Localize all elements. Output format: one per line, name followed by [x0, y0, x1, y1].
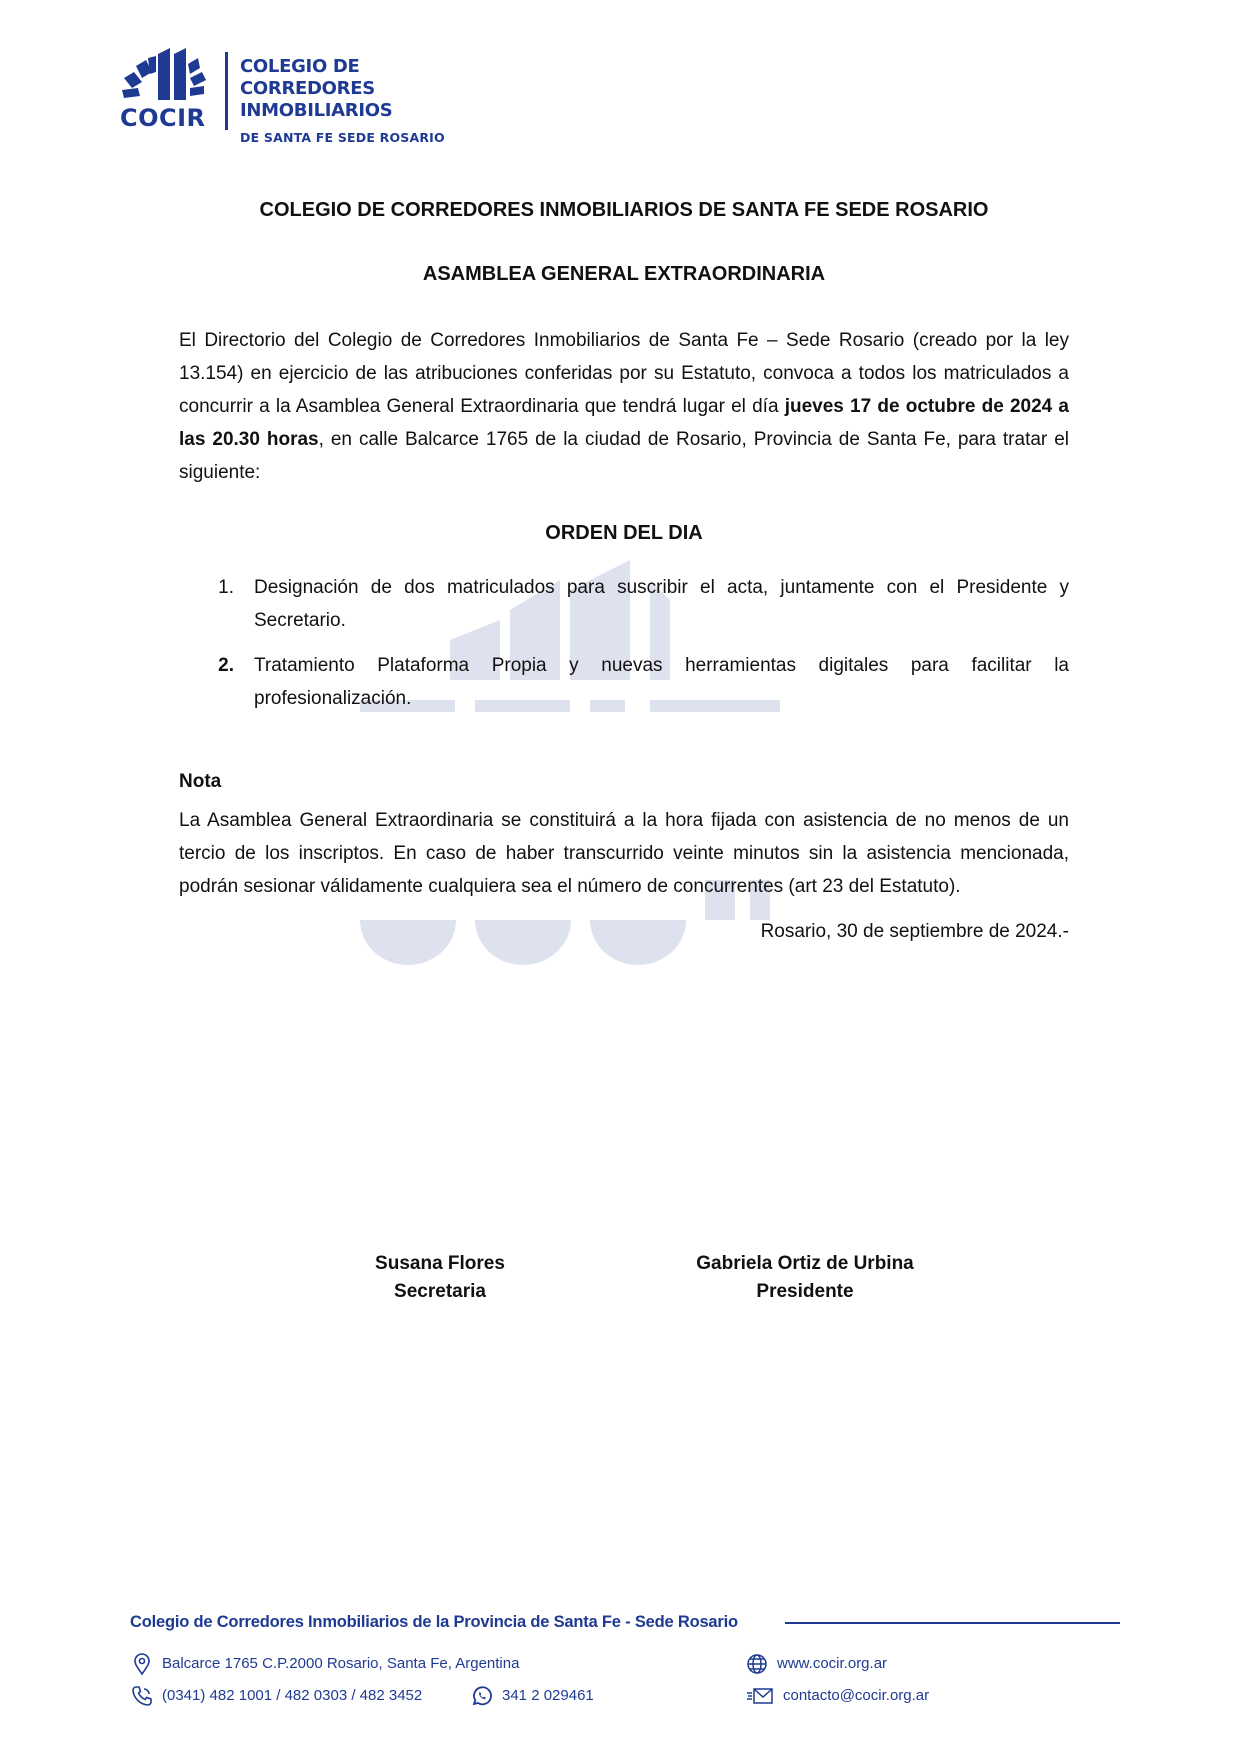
page-footer	[130, 1610, 1120, 1730]
cocir-crest-icon	[118, 48, 214, 132]
signature-role: Presidente	[756, 1281, 854, 1302]
document-subtitle: ASAMBLEA GENERAL EXTRAORDINARIA	[422, 263, 826, 285]
signature-name: Susana Flores	[375, 1253, 505, 1274]
agenda-item-text: Designación de dos matriculados para suscribir el acta, juntamente con el Presidente y Secretario.	[254, 577, 1069, 631]
document-title: COLEGIO DE CORREDORES INMOBILIARIOS DE SANTA FE SEDE ROSARIO	[259, 199, 989, 221]
footer-website[interactable]	[745, 1652, 887, 1676]
footer-website-link[interactable]: www.cocir.org.ar	[777, 1655, 888, 1672]
agenda-item	[179, 571, 1069, 637]
footer-heading-row	[130, 1610, 1120, 1634]
logo-line-1: COLEGIO DE CORREDORES	[240, 56, 375, 99]
agenda-item-number: 1.	[218, 577, 234, 598]
envelope-icon	[745, 1684, 775, 1708]
logo-wordmark	[240, 56, 470, 148]
logo-line-3: DE SANTA FE SEDE ROSARIO	[240, 130, 445, 145]
footer-organization: Colegio de Corredores Inmobiliarios de la Provincia de Santa Fe - Sede Rosario	[130, 1613, 738, 1631]
signature-role: Secretaria	[394, 1281, 486, 1302]
logo-line-2: INMOBILIARIOS	[240, 100, 393, 121]
footer-email-link[interactable]: contacto@cocir.org.ar	[783, 1687, 930, 1704]
footer-address-text: Balcarce 1765 C.P.2000 Rosario, Santa Fe, Argentina	[162, 1655, 520, 1672]
agenda-list	[179, 571, 1069, 715]
footer-address	[130, 1652, 519, 1676]
phone-icon	[130, 1684, 154, 1708]
agenda-item-text: Tratamiento Plataforma Propia y nuevas herramientas digitales para facilitar la profesionalización.	[254, 655, 1069, 709]
intro-paragraph	[179, 324, 1069, 489]
footer-whatsapp	[470, 1684, 594, 1708]
cocir-logo	[118, 48, 458, 145]
dateline: Rosario, 30 de septiembre de 2024.-	[760, 921, 1069, 942]
logo-acronym: COCIR	[120, 104, 206, 132]
document-body	[179, 196, 1069, 948]
footer-phones-text: (0341) 482 1001 / 482 0303 / 482 3452	[162, 1687, 423, 1704]
location-pin-icon	[130, 1652, 154, 1676]
footer-phones	[130, 1684, 422, 1708]
footer-whatsapp-text: 341 2 029461	[502, 1687, 594, 1704]
logo-divider	[225, 52, 228, 130]
footer-email[interactable]	[745, 1684, 929, 1708]
globe-icon	[745, 1652, 769, 1676]
signature-president	[660, 1250, 950, 1306]
note-paragraph: La Asamblea General Extraordinaria se constituirá a la hora fijada con asistencia de no menos de un tercio de los inscriptos. En caso de haber transcurrido veinte minutos sin la asistencia mencionada, podrán sesionar válidamente cualquiera sea el número de concurrentes (art 23 del Estatuto).	[179, 810, 1069, 897]
intro-text-end: , en calle Balcarce 1765 de la ciudad de Rosario, Provincia de Santa Fe, para tratar el siguiente:	[179, 429, 1069, 483]
agenda-item	[179, 649, 1069, 715]
intro-text-start: El Directorio del Colegio de Corredores Inmobiliarios de Santa Fe – Sede Rosario (creado por la ley 13.154) en ejercicio de las atribuciones conferidas por su Estatuto, convoca a todos los matriculados a concurrir a la Asamblea General Extraordinaria que tendrá lugar el día	[179, 330, 1069, 417]
agenda-item-number: 2.	[218, 655, 234, 676]
note-title: Nota	[179, 771, 222, 792]
meeting-date-time: jueves 17 de octubre de 2024 a las 20.30 horas	[179, 396, 1069, 450]
whatsapp-icon	[470, 1684, 494, 1708]
signature-secretary	[340, 1250, 540, 1306]
agenda-title: ORDEN DEL DIA	[545, 522, 703, 544]
signature-name: Gabriela Ortiz de Urbina	[696, 1253, 914, 1274]
footer-rule	[785, 1622, 1120, 1624]
